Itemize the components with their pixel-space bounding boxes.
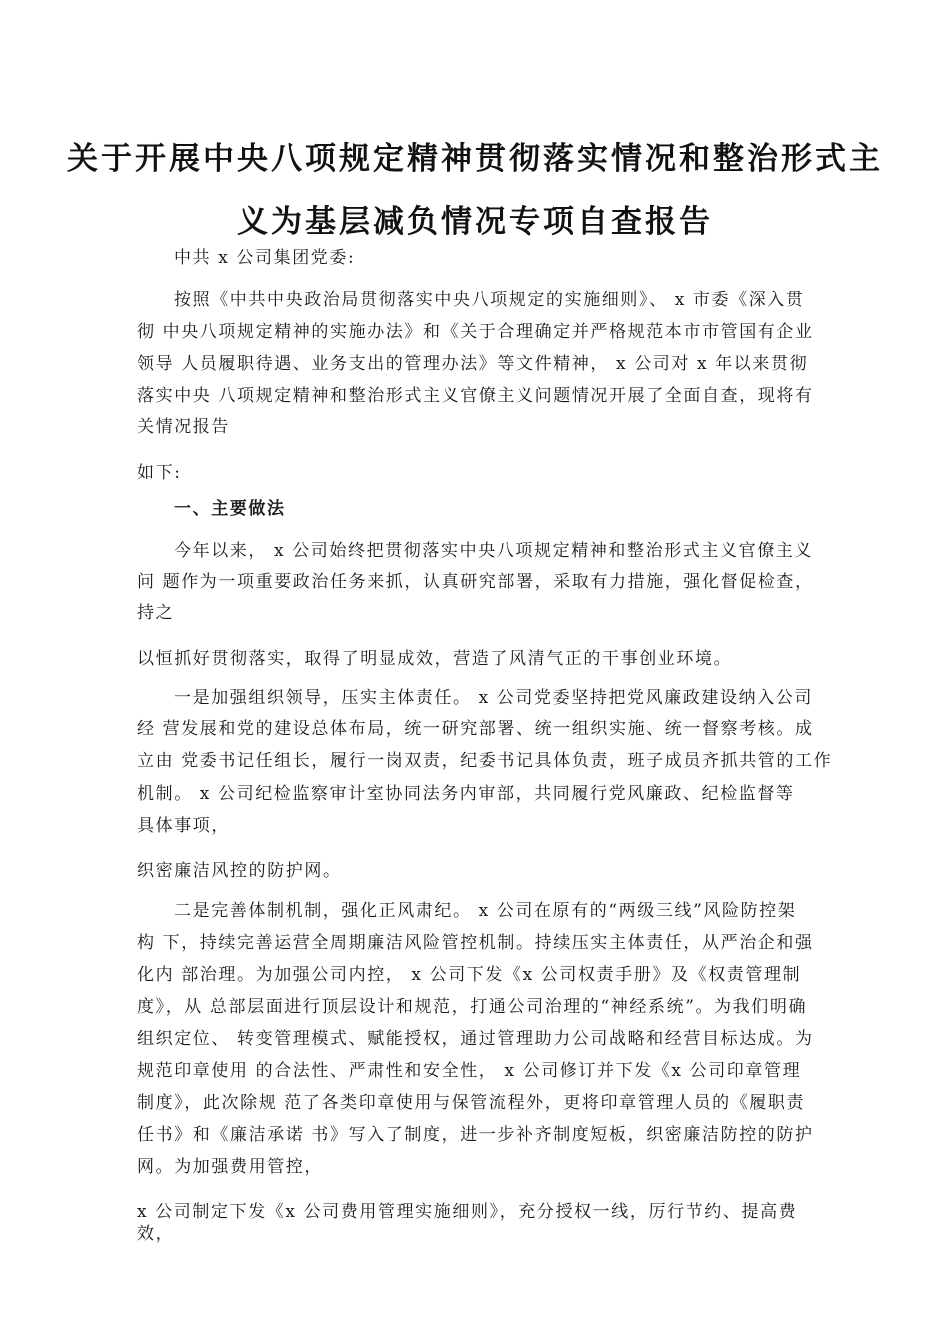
- paragraph-line: x 公司制定下发《x 公司费用管理实施细则》，充分授权一线，厉行节约、提高费: [137, 1202, 798, 1222]
- paragraph-line: 领导 人员履职待遇、业务支出的管理办法》等文件精神， x 公司对 x 年以来贯彻: [137, 354, 809, 374]
- paragraph-line: 组织定位、 转变管理模式、赋能授权，通过管理助力公司战略和经营目标达成。为: [137, 1029, 814, 1049]
- paragraph-line: 以恒抓好贯彻落实，取得了明显成效，营造了风清气正的干事创业环境。: [137, 649, 733, 669]
- paragraph-line: 度》，从 总部层面进行顶层设计和规范，打通公司治理的“神经系统”。为我们明确: [137, 997, 808, 1017]
- paragraph-line: 效，: [137, 1224, 175, 1244]
- paragraph-line: 按照《中共中央政治局贯彻落实中央八项规定的实施细则》、 x 市委《深入贯: [174, 290, 805, 310]
- salutation: 中共 x 公司集团党委:: [174, 248, 356, 268]
- paragraph-line: 构 下，持续完善运营全周期廉洁风险管控机制。持续压实主体责任，从严治企和强: [137, 933, 814, 953]
- paragraph-line: 机制。 x 公司纪检监察审计室协同法务内审部，共同履行党风廉政、纪检监督等: [137, 784, 795, 804]
- paragraph-line: 网。为加强费用管控，: [137, 1157, 323, 1177]
- paragraph-line: 一是加强组织领导，压实主体责任。 x 公司党委坚持把党风廉政建设纳入公司: [174, 688, 813, 708]
- paragraph-line: 落实中央 八项规定精神和整治形式主义官僚主义问题情况开展了全面自查，现将有: [137, 386, 814, 406]
- paragraph-line: 如下:: [137, 463, 182, 483]
- paragraph-line: 今年以来， x 公司始终把贯彻落实中央八项规定精神和整治形式主义官僚主义: [174, 541, 813, 561]
- paragraph-line: 化内 部治理。为加强公司内控， x 公司下发《x 公司权责手册》及《权责管理制: [137, 965, 802, 985]
- paragraph-line: 问 题作为一项重要政治任务来抓，认真研究部署，采取有力措施，强化督促检查，: [137, 572, 814, 592]
- paragraph-line: 制度》，此次除规 范了各类印章使用与保管流程外，更将印章管理人员的《履职责: [137, 1093, 806, 1113]
- section-heading: 一、主要做法: [174, 499, 286, 519]
- paragraph-line: 规范印章使用 的合法性、严肃性和安全性， x 公司修订并下发《x 公司印章管理: [137, 1061, 802, 1081]
- paragraph-line: 持之: [137, 603, 175, 623]
- paragraph-line: 立由 党委书记任组长，履行一岗双责，纪委书记具体负责，班子成员齐抓共管的工作: [137, 751, 833, 771]
- paragraph-line: 经 营发展和党的建设总体布局，统一研究部署、统一组织实施、统一督察考核。成: [137, 719, 814, 739]
- paragraph-line: 关情况报告: [137, 417, 230, 437]
- paragraph-line: 具体事项，: [137, 816, 230, 836]
- document-title-line-1: 关于开展中央八项规定精神贯彻落实情况和整治形式主: [67, 141, 883, 177]
- paragraph-line: 彻 中央八项规定精神的实施办法》和《关于合理确定并严格规范本市市管国有企业: [137, 322, 814, 342]
- paragraph-line: 任书》和《廉洁承诺 书》写入了制度，进一步补齐制度短板，织密廉洁防控的防护: [137, 1125, 814, 1145]
- paragraph-line: 二是完善体制机制，强化正风肃纪。 x 公司在原有的“两级三线”风险防控架: [174, 901, 797, 921]
- paragraph-line: 织密廉洁风控的防护网。: [137, 861, 342, 881]
- document-title-line-2: 义为基层减负情况专项自查报告: [237, 204, 713, 240]
